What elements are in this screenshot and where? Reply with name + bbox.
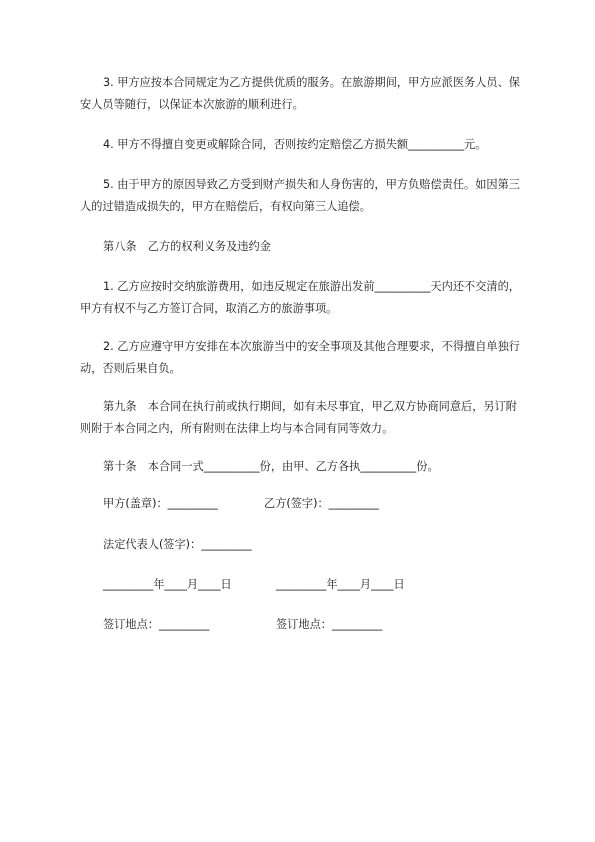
- date-field-party-b: _________年____月____日: [276, 578, 405, 591]
- article-8-item-2: 2. 乙方应遵守甲方安排在本次旅游当中的安全事项及其他合理要求，不得擅自单独行动，否则后果自负。: [80, 340, 520, 375]
- article-9-paragraph: 第九条 本合同在执行前或执行期间，如有未尽事宜，甲乙双方协商同意后，另订附则附于本合同之内，所有附则在法律上均与本合同有同等效力。: [80, 400, 517, 435]
- article-10-paragraph: 第十条 本合同一式__________份，由甲、乙方各执__________份。: [103, 460, 439, 473]
- party-b-sign-field: 乙方(签字)：_________: [264, 497, 380, 510]
- signing-place-party-b: 签订地点：_________: [276, 618, 383, 631]
- legal-representative-field: 法定代表人(签字)：_________: [103, 538, 252, 551]
- article-8-item-1: 1. 乙方应按时交纳旅游费用，如违反规定在旅游出发前__________天内还不交清的，甲方有权不与乙方签订合同，取消乙方的旅游事项。: [80, 280, 520, 315]
- party-a-seal-field: 甲方(盖章)：_________: [103, 497, 219, 510]
- signing-place-party-a: 签订地点：_________: [103, 618, 210, 631]
- clause-4-paragraph: 4. 甲方不得擅自变更或解除合同，否则按约定赔偿乙方损失额__________元。: [103, 138, 487, 151]
- clause-3-paragraph: 3. 甲方应按本合同规定为乙方提供优质的服务。在旅游期间，甲方应派医务人员、保安人员等随行，以保证本次旅游的顺利进行。: [80, 76, 520, 111]
- article-8-heading: 第八条 乙方的权利义务及违约金: [103, 240, 271, 253]
- date-field-party-a: _________年____月____日: [103, 578, 232, 591]
- clause-5-paragraph: 5. 由于甲方的原因导致乙方受到财产损失和人身伤害的，甲方负赔偿责任。如因第三人的过错造成损失的，甲方在赔偿后，有权向第三人追偿。: [80, 178, 520, 213]
